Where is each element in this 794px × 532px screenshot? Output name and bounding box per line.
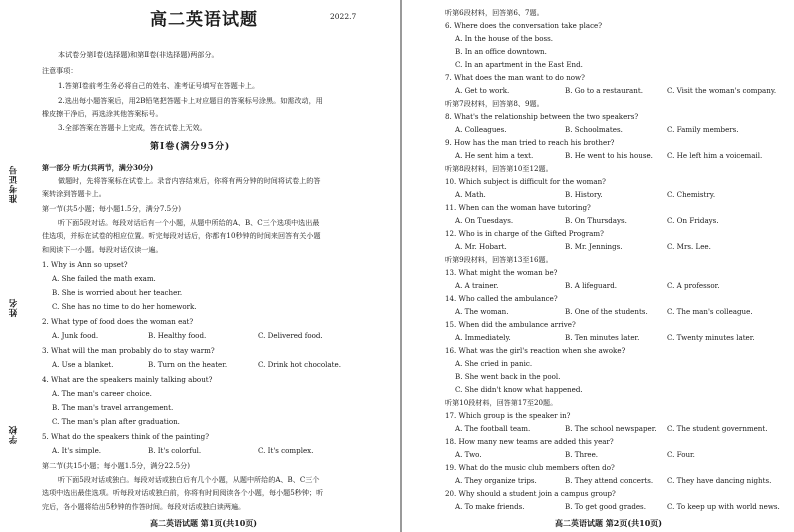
q10-option-c: C. Chemistry.: [667, 190, 716, 199]
question-16: 16. What was the girl's reaction when she awoke?: [445, 346, 626, 355]
q4-option-c: C. The man's plan after graduation.: [52, 417, 180, 426]
question-10: 10. Which subject is difficult for the woman?: [445, 177, 606, 186]
q7-option-b: B. Go to a restaurant.: [565, 86, 643, 95]
q6-option-b: B. In an office downtown.: [455, 47, 547, 56]
q11-option-c: C. On Fridays.: [667, 216, 719, 225]
q18-option-a: A. Two.: [455, 450, 482, 459]
q19-option-c: C. They have dancing nights.: [667, 476, 772, 485]
q14-option-a: A. The woman.: [455, 307, 509, 316]
q16-option-c: C. She didn't know what happened.: [455, 385, 583, 394]
q3-option-c: C. Drink hot chocolate.: [258, 360, 341, 369]
sec-2-desc-a: 听下面5段对话或独白。每段对话或独白后有几个小题，从题中所给的A、B、C三个: [58, 475, 320, 484]
q4-option-a: A. The man's career choice.: [52, 389, 152, 398]
q17-option-a: A. The football team.: [455, 424, 531, 433]
q19-option-b: B. They attend concerts.: [565, 476, 654, 485]
q20-option-b: B. To get good grades.: [565, 502, 646, 511]
question-4: 4. What are the speakers mainly talking about?: [42, 375, 213, 384]
sec-1-desc-c: 和阅读下一小题。每段对话仅读一遍。: [42, 245, 163, 254]
page-divider: [400, 0, 402, 532]
side-label-school: 学校: [9, 425, 19, 444]
q2-option-a: A. Junk food.: [52, 331, 99, 340]
q7-option-c: C. Visit the woman's company.: [667, 86, 777, 95]
sec-2-heading: 第二节(共15小题；每小题1.5分，满分22.5分): [42, 461, 191, 470]
q12-option-c: C. Mrs. Lee.: [667, 242, 711, 251]
section-1-title: 第Ⅰ卷(满分95分): [150, 142, 231, 152]
q11-option-b: B. On Thursdays.: [565, 216, 627, 225]
q16-option-b: B. She went back in the pool.: [455, 372, 561, 381]
question-13: 13. What might the woman be?: [445, 268, 558, 277]
page-footer-1: 高二英语试题 第1页(共10页): [150, 518, 258, 528]
listening-note-9: 听第9段材料，回答第13至16题。: [445, 255, 553, 264]
q18-option-b: B. Three.: [565, 450, 599, 459]
question-15: 15. When did the ambulance arrive?: [445, 320, 576, 329]
q2-option-b: B. Healthy food.: [148, 331, 207, 340]
sec-1-desc-a: 听下面5段对话。每段对话后有一个小题，从题中所给的A、B、C三个选项中选出最: [58, 218, 320, 227]
question-9: 9. How has the man tried to reach his brother?: [445, 138, 615, 147]
notes-heading: 注意事项：: [42, 66, 78, 75]
side-label-exam-id: 准考证号: [9, 165, 19, 203]
question-6: 6. Where does the conversation take place?: [445, 21, 603, 30]
q12-option-b: B. Mr. Jennings.: [565, 242, 623, 251]
q8-option-c: C. Family members.: [667, 125, 739, 134]
q9-option-b: B. He went to his house.: [565, 151, 653, 160]
q5-option-c: C. It's complex.: [258, 446, 314, 455]
question-11: 11. When can the woman have tutoring?: [445, 203, 591, 212]
question-14: 14. Who called the ambulance?: [445, 294, 558, 303]
question-18: 18. How many new teams are added this year?: [445, 437, 614, 446]
q6-option-a: A. In the house of the boss.: [455, 34, 554, 43]
q13-option-b: B. A lifeguard.: [565, 281, 617, 290]
q19-option-a: A. They organize trips.: [455, 476, 537, 485]
question-5: 5. What do the speakers think of the painting?: [42, 432, 210, 441]
part-1-heading: 第一部分 听力(共两节，满分30分): [42, 163, 154, 172]
part-1-desc-a: 做题时，先将答案标在试卷上。录音内容结束后，你将有两分钟的时间将试卷上的答: [58, 176, 321, 185]
sec-2-desc-c: 完后，各小题将给出5秒钟的作答时间。每段对话或独白读两遍。: [42, 502, 246, 511]
q5-option-b: B. It's colorful.: [148, 446, 202, 455]
listening-note-6: 听第6段材料，回答第6、7题。: [445, 8, 544, 17]
q9-option-a: A. He sent him a text.: [455, 151, 534, 160]
question-20: 20. Why should a student join a campus group?: [445, 489, 616, 498]
note-3: 3.全部答案在答题卡上完成，答在试卷上无效。: [58, 123, 207, 132]
q9-option-c: C. He left him a voicemail.: [667, 151, 763, 160]
question-3: 3. What will the man probably do to stay warm?: [42, 346, 215, 355]
q12-option-a: A. Mr. Hobart.: [455, 242, 507, 251]
sec-1-heading: 第一节(共5小题；每小题1.5分，满分7.5分): [42, 204, 182, 213]
question-12: 12. Who is in charge of the Gifted Program?: [445, 229, 604, 238]
exam-page-2: [405, 0, 794, 532]
q15-option-b: B. Ten minutes later.: [565, 333, 640, 342]
q2-option-c: C. Delivered food.: [258, 331, 323, 340]
q10-option-a: A. Math.: [455, 190, 486, 199]
question-7: 7. What does the man want to do now?: [445, 73, 585, 82]
note-1: 1.答第Ⅰ卷前考生务必将自己的姓名、准考证号填写在答题卡上。: [58, 81, 260, 90]
sec-2-desc-b: 选项中选出最佳选项。听每段对话或独白前，你将有时间阅读各个小题，每小题5秒钟；听: [42, 488, 324, 497]
q15-option-a: A. Immediately.: [455, 333, 511, 342]
q6-option-c: C. In an apartment in the East End.: [455, 60, 583, 69]
note-2a: 2.选出每小题答案后，用2B铅笔把答题卡上对应题目的答案标号涂黑。如需改动，用: [58, 96, 323, 105]
side-label-name: 姓名: [9, 298, 19, 317]
sec-1-desc-b: 佳选项，并标在试卷的相应位置。听完每段对话后，你都有10秒钟的时间来回答有关小题: [42, 231, 321, 240]
exam-title: 高二英语试题: [150, 10, 258, 30]
q5-option-a: A. It's simple.: [52, 446, 102, 455]
q1-option-a: A. She failed the math exam.: [52, 274, 156, 283]
q10-option-b: B. History.: [565, 190, 603, 199]
q3-option-a: A. Use a blanket.: [52, 360, 114, 369]
note-2b: 橡皮擦干净后，再选涂其他答案标号。: [42, 109, 163, 118]
page-footer-2: 高二英语试题 第2页(共10页): [555, 518, 663, 528]
q17-option-c: C. The student government.: [667, 424, 768, 433]
q20-option-c: C. To keep up with world news.: [667, 502, 780, 511]
listening-note-8: 听第8段材料，回答第10至12题。: [445, 164, 553, 173]
q8-option-a: A. Colleagues.: [455, 125, 507, 134]
question-17: 17. Which group is the speaker in?: [445, 411, 571, 420]
q18-option-c: C. Four.: [667, 450, 695, 459]
listening-note-7: 听第7段材料，回答第8、9题。: [445, 99, 544, 108]
q3-option-b: B. Turn on the heater.: [148, 360, 228, 369]
q14-option-c: C. The man's colleague.: [667, 307, 753, 316]
q1-option-c: C. She has no time to do her homework.: [52, 302, 197, 311]
question-2: 2. What type of food does the woman eat?: [42, 317, 194, 326]
q8-option-b: B. Schoolmates.: [565, 125, 623, 134]
q1-option-b: B. She is worried about her teacher.: [52, 288, 183, 297]
q14-option-b: B. One of the students.: [565, 307, 648, 316]
part-1-desc-b: 案转涂到答题卡上。: [42, 189, 106, 198]
q7-option-a: A. Get to work.: [455, 86, 510, 95]
listening-note-10: 听第10段材料，回答第17至20题。: [445, 398, 558, 407]
q13-option-c: C. A professor.: [667, 281, 720, 290]
question-8: 8. What's the relationship between the two speakers?: [445, 112, 639, 121]
intro-text: 本试卷分第Ⅰ卷(选择题)和第Ⅱ卷(非选择题)两部分。: [58, 50, 219, 59]
q20-option-a: A. To make friends.: [455, 502, 525, 511]
exam-date: 2022.7: [330, 12, 357, 21]
q11-option-a: A. On Tuesdays.: [455, 216, 514, 225]
q4-option-b: B. The man's travel arrangement.: [52, 403, 174, 412]
q13-option-a: A. A trainer.: [455, 281, 499, 290]
q15-option-c: C. Twenty minutes later.: [667, 333, 755, 342]
q17-option-b: B. The school newspaper.: [565, 424, 657, 433]
question-1: 1. Why is Ann so upset?: [42, 260, 128, 269]
question-19: 19. What do the music club members often do?: [445, 463, 615, 472]
q16-option-a: A. She cried in panic.: [455, 359, 533, 368]
